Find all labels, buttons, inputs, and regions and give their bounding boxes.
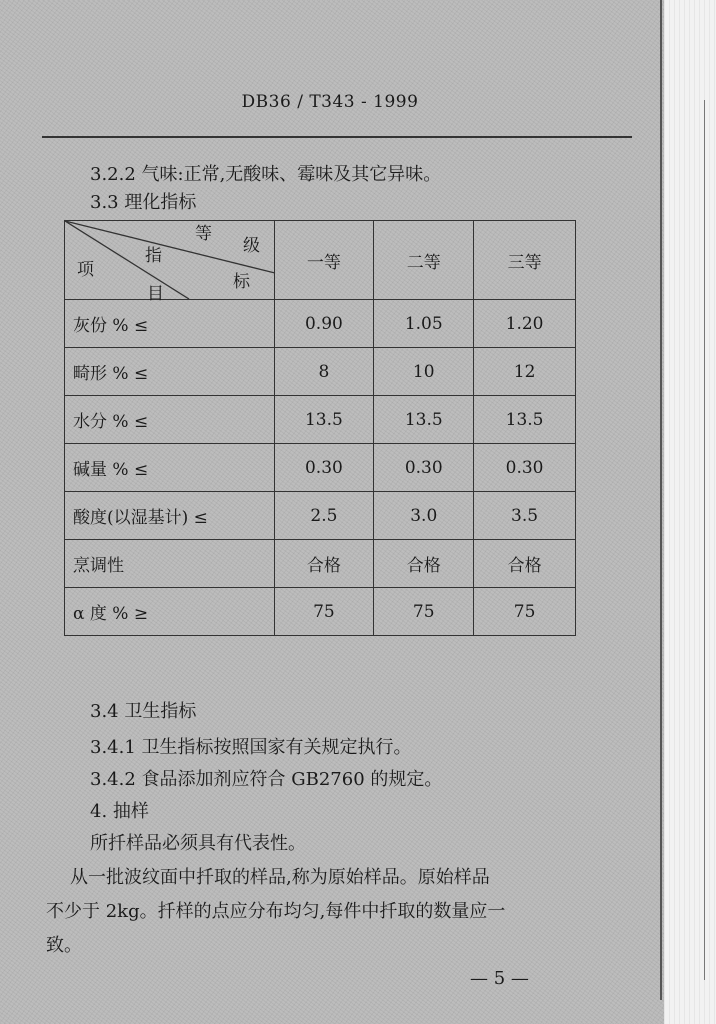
value-cell: 合格 xyxy=(474,540,576,588)
edge-line xyxy=(704,100,705,980)
value-cell: 合格 xyxy=(374,540,474,588)
item-name: 碱量 % ≤ xyxy=(65,444,275,492)
physicochemical-table xyxy=(64,220,576,636)
value-cell: 75 xyxy=(474,588,576,636)
item-name: 灰份 % ≤ xyxy=(65,300,275,348)
corner-label: 级 xyxy=(243,236,260,256)
corner-label: 等 xyxy=(195,224,212,244)
item-name: 烹调性 xyxy=(65,540,275,588)
item-name: 酸度(以湿基计) ≤ xyxy=(65,492,275,540)
section-4-title: 4. 抽样 xyxy=(90,801,149,822)
value-cell: 0.30 xyxy=(274,444,374,492)
header-rule xyxy=(42,136,632,138)
section-3-4-title: 3.4 卫生指标 xyxy=(90,701,197,722)
corner-label: 项 xyxy=(77,260,94,280)
sampling-paragraph-3: 不少于 2kg。扦样的点应分布均匀,每件中扦取的数量应一 xyxy=(46,901,506,922)
value-cell: 13.5 xyxy=(374,396,474,444)
value-cell: 0.90 xyxy=(274,300,374,348)
section-3-3-title: 3.3 理化指标 xyxy=(90,192,197,213)
sampling-paragraph-4: 致。 xyxy=(46,935,82,956)
value-cell: 3.0 xyxy=(374,492,474,540)
table-row xyxy=(65,588,576,636)
corner-label: 指 xyxy=(145,246,162,266)
item-name: 水分 % ≤ xyxy=(65,396,275,444)
diagonal-header-cell xyxy=(65,221,275,304)
corner-label: 标 xyxy=(233,272,250,292)
value-cell: 75 xyxy=(274,588,374,636)
value-cell: 0.30 xyxy=(474,444,576,492)
value-cell: 75 xyxy=(374,588,474,636)
section-3-4-1: 3.4.1 卫生指标按照国家有关规定执行。 xyxy=(90,737,412,758)
binding-line xyxy=(660,0,662,1000)
page-number: — 5 — xyxy=(470,968,529,989)
section-3-2-2: 3.2.2 气味:正常,无酸味、霉味及其它异味。 xyxy=(90,164,442,185)
table-header-row xyxy=(65,221,576,300)
item-name: 畸形 % ≤ xyxy=(65,348,275,396)
value-cell: 1.05 xyxy=(374,300,474,348)
value-cell: 8 xyxy=(274,348,374,396)
value-cell: 13.5 xyxy=(274,396,374,444)
table-row xyxy=(65,492,576,540)
page-edge xyxy=(664,0,716,1024)
sampling-paragraph-1: 所扦样品必须具有代表性。 xyxy=(90,833,306,854)
value-cell: 12 xyxy=(474,348,576,396)
value-cell: 3.5 xyxy=(474,492,576,540)
item-name: α 度 % ≥ xyxy=(65,588,275,636)
sampling-paragraph-2: 从一批波纹面中扦取的样品,称为原始样品。原始样品 xyxy=(70,867,490,888)
grade-header: 二等 xyxy=(374,221,474,300)
table-row xyxy=(65,396,576,444)
corner-label: 目 xyxy=(147,284,164,304)
grade-header: 一等 xyxy=(274,221,374,300)
table-row xyxy=(65,540,576,588)
standard-number: DB36 / T343 - 1999 xyxy=(241,92,419,112)
value-cell: 2.5 xyxy=(274,492,374,540)
grade-header: 三等 xyxy=(474,221,576,300)
value-cell: 1.20 xyxy=(474,300,576,348)
value-cell: 合格 xyxy=(274,540,374,588)
value-cell: 0.30 xyxy=(374,444,474,492)
value-cell: 10 xyxy=(374,348,474,396)
table-row xyxy=(65,348,576,396)
section-3-4-2: 3.4.2 食品添加剂应符合 GB2760 的规定。 xyxy=(90,769,443,790)
value-cell: 13.5 xyxy=(474,396,576,444)
table-row xyxy=(65,300,576,348)
table-row xyxy=(65,444,576,492)
